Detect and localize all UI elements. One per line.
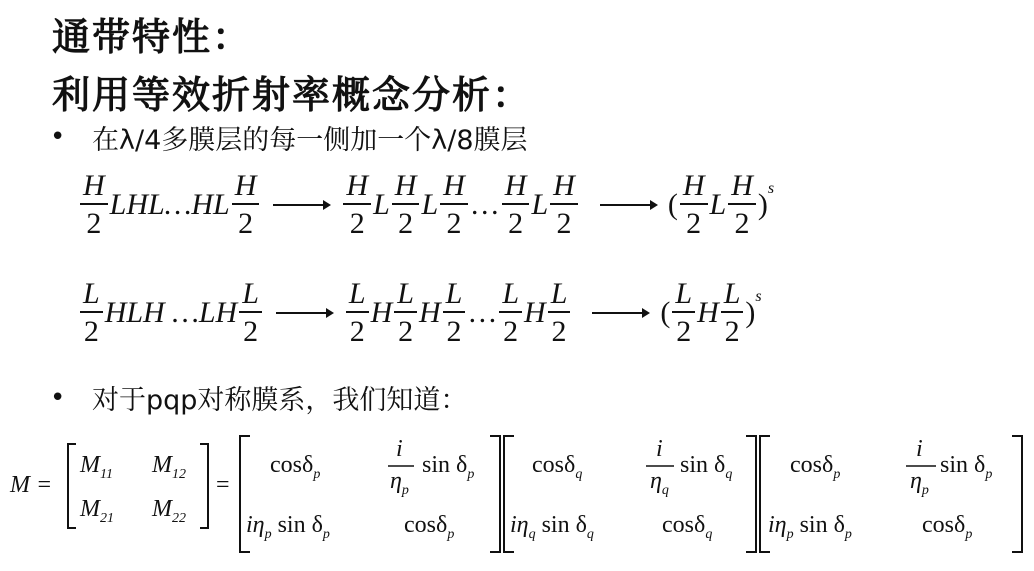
q-sin-cell: $\sin \delta_q$ (680, 452, 733, 482)
fraction: $\frac{L}{2}$ (548, 279, 571, 347)
p3-cos-cell-2: cosδ$_p$ (922, 512, 973, 542)
fraction: $\frac{H}{2}$ (343, 171, 371, 239)
bullet-text-2: 对于pqp对称膜系，我们知道： (92, 385, 468, 416)
fraction: $\frac{H}{2}$ (550, 171, 578, 239)
bullet-dot-2: • (50, 383, 66, 413)
m22-cell: $M_{22}$ (152, 496, 186, 526)
layer-sequence: LHL…HL (109, 188, 230, 221)
bullet-text-1: 在λ/4多膜层的每一侧加一个λ/8膜层 (92, 125, 528, 156)
layer-symbol: L (421, 188, 439, 221)
fraction: $\frac{L}{2}$ (346, 279, 369, 347)
fraction: $\frac{H}{2}$ (80, 171, 108, 239)
close-paren: ) (757, 188, 768, 221)
p-i-numerator: i (396, 436, 403, 462)
p-sin-cell: $\sin \delta_p$ (422, 452, 475, 482)
q-eta-denominator: $\eta_q$ (650, 468, 669, 498)
fraction: $\frac{L}{2}$ (672, 279, 695, 347)
arrow-icon (590, 303, 650, 323)
fraction: $\frac{H}{2}$ (232, 171, 260, 239)
p3-i-numerator: i (916, 436, 923, 462)
open-paren: ( (667, 188, 678, 221)
equals-sign: = (216, 472, 230, 498)
q-cos-cell-2: cosδ$_q$ (662, 512, 713, 542)
fraction: $\frac{L}{2}$ (239, 279, 262, 347)
layer-symbol: H (370, 296, 393, 329)
p3-ieta-cell: $i\eta_p$ $\sin \delta_p$ (768, 512, 852, 542)
arrow-icon (271, 195, 331, 215)
fraction: $\frac{L}{2}$ (394, 279, 417, 347)
p-ieta-cell: $i\eta_p$ $\sin \delta_p$ (246, 512, 330, 542)
ellipsis: … (467, 296, 498, 329)
fraction: $\frac{H}{2}$ (392, 171, 420, 239)
p-eta-denominator: $\eta_p$ (390, 468, 409, 498)
matrix-equation (0, 430, 1034, 571)
layer-symbol: L (531, 188, 549, 221)
fraction: $\frac{H}{2}$ (728, 171, 756, 239)
equation-row-2 (78, 270, 762, 356)
fraction: $\frac{L}{2}$ (443, 279, 466, 347)
q-i-numerator: i (656, 436, 663, 462)
open-paren: ( (660, 296, 671, 329)
p3-sin-cell: $\sin \delta_p$ (940, 452, 993, 482)
arrow-icon (598, 195, 658, 215)
close-paren: ) (745, 296, 756, 329)
exponent: s (767, 180, 775, 197)
fraction: $\frac{H}{2}$ (440, 171, 468, 239)
layer-sequence: HLH …LH (104, 296, 238, 329)
layer-symbol: H (418, 296, 441, 329)
equation-row-1 (78, 162, 774, 248)
m21-cell: $M_{21}$ (80, 496, 114, 526)
layer-symbol: H (524, 296, 546, 329)
p3-eta-denominator: $\eta_p$ (910, 468, 929, 498)
q-ieta-cell: $i\eta_q$ $\sin \delta_q$ (510, 512, 594, 542)
m12-cell: $M_{12}$ (152, 452, 186, 482)
p3-cos-cell: cosδ$_p$ (790, 452, 841, 482)
bullet-dot-1: • (50, 122, 66, 152)
title-analysis: 利用等效折射率概念分析： (52, 73, 533, 117)
layer-symbol: H (697, 296, 719, 329)
p-cos-cell-2: cosδ$_p$ (404, 512, 455, 542)
layer-symbol: L (709, 188, 727, 221)
ellipsis: … (469, 188, 500, 221)
fraction: $\frac{H}{2}$ (680, 171, 708, 239)
fraction: $\frac{L}{2}$ (499, 279, 522, 347)
fraction: $\frac{L}{2}$ (721, 279, 744, 347)
title-passband: 通带特性： (52, 15, 253, 59)
q-cos-cell: cosδ$_q$ (532, 452, 583, 482)
m11-cell: $M_{11}$ (80, 452, 113, 482)
fraction: $\frac{H}{2}$ (502, 171, 530, 239)
exponent: s (755, 288, 762, 305)
arrow-icon (274, 303, 334, 323)
fraction: $\frac{L}{2}$ (80, 279, 103, 347)
layer-symbol: L (373, 188, 390, 221)
matrix-lhs: M = (10, 472, 53, 498)
p-cos-cell: cosδ$_p$ (270, 452, 321, 482)
